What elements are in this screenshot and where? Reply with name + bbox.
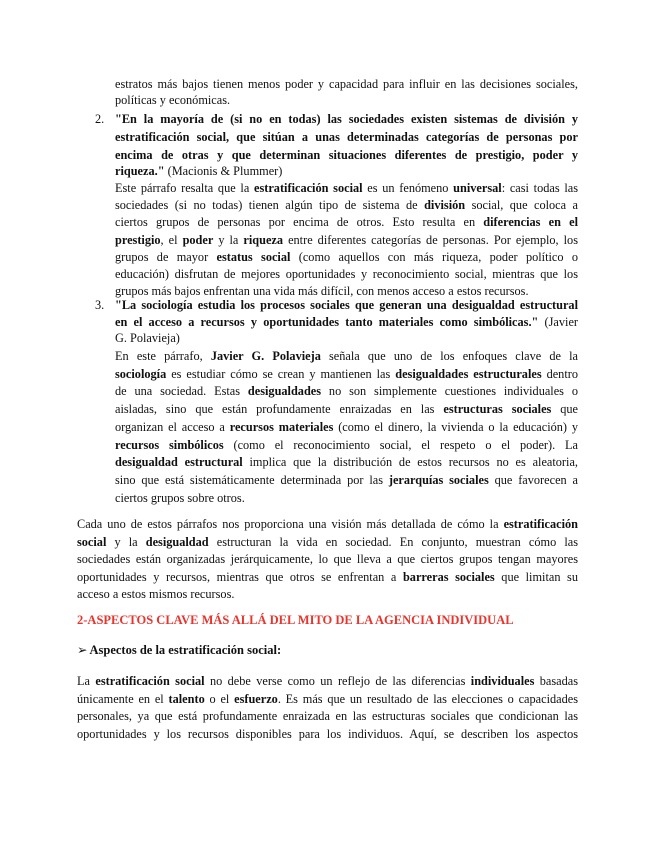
list-number: 2.	[95, 112, 105, 126]
text-run: que favorecen a	[488, 472, 578, 487]
quote-line: estratificación social, que sitúan a unas determinadas categorías de personas por	[115, 130, 578, 144]
text-run: (como aquellos con más riqueza, poder político o	[290, 249, 579, 264]
text-run: sociedades están organizadas jerárquicamente, lo que lleva a que ciertos grupos tengan mayores	[77, 552, 578, 566]
bold-term: riqueza	[243, 232, 284, 247]
text-run: de una sociedad. Estas	[115, 384, 248, 399]
bold-term: sociología	[115, 366, 167, 381]
bold-term: diferencias en el	[483, 215, 578, 230]
text-line	[115, 180, 578, 196]
text-run: acceso a estos mismos recursos.	[77, 587, 235, 601]
text-line	[115, 366, 578, 382]
text-run: que limitan su	[494, 569, 578, 584]
quote-text: en el acceso a recursos y oportunidades tanto materiales como simbólicas."	[115, 315, 539, 329]
text-line	[115, 249, 578, 265]
bold-term: estratificación social	[254, 181, 363, 195]
text-line	[115, 454, 578, 470]
text-run: (como el dinero, la vivienda o la educación) y	[333, 419, 579, 434]
text-line	[77, 691, 578, 707]
text-run: señala que uno de los enfoques clave de la	[320, 349, 579, 363]
text-run: oportunidades y los recursos disponibles para los individuos. Aquí, se describen los aspectos	[77, 726, 578, 741]
text-run: únicamente en el	[77, 691, 169, 706]
section-heading: 2-ASPECTOS CLAVE MÁS ALLÁ DEL MITO DE LA AGENCIA INDIVIDUAL	[77, 613, 514, 627]
subheading	[77, 642, 281, 658]
text-run: sino que está sistemáticamente determinada por las	[115, 472, 389, 487]
bold-term: estratificación	[503, 517, 578, 531]
text-line	[115, 197, 578, 213]
text-line	[77, 673, 578, 689]
bold-term: poder	[182, 232, 214, 247]
bold-term: talento	[168, 691, 205, 706]
bold-term: Javier G. Polavieja	[210, 349, 321, 363]
text-run: La	[77, 674, 96, 688]
quote-line-2	[115, 314, 578, 330]
bold-term: estratificación social	[95, 674, 205, 688]
text-line	[77, 569, 578, 585]
quote-author-line: G. Polavieja)	[115, 331, 180, 345]
text-run: En este párrafo,	[115, 349, 211, 363]
bold-term: barreras sociales	[402, 569, 495, 584]
text-run: y la	[213, 232, 244, 247]
text-line	[115, 437, 578, 453]
text-line: estratos más bajos tienen menos poder y capacidad para influir en las decisiones sociales,	[115, 77, 578, 91]
text-run: ciertos grupos sobre otros.	[115, 490, 245, 505]
text-run: organizan el acceso a	[115, 419, 230, 434]
quote-last-line	[115, 163, 578, 179]
text-run: oportunidades y recursos, mientras que otros se enfrentan a	[77, 569, 403, 584]
text-line	[115, 214, 578, 230]
text-line	[115, 348, 578, 364]
text-line: políticas y económicas.	[115, 93, 231, 107]
text-run: grupos de mayor	[115, 249, 217, 264]
bold-term: recursos materiales	[229, 419, 334, 434]
text-run: ciertos grupos de personas por encima de otros. Esto resulta en	[115, 215, 484, 230]
list-number: 3.	[95, 298, 105, 312]
text-run: y la	[106, 534, 146, 549]
bold-term: desigualdades	[247, 384, 322, 399]
text-line	[115, 472, 578, 488]
subheading-text: Aspectos de la estratificación social:	[89, 643, 282, 657]
text-line	[115, 232, 578, 248]
text-run: . Es más que un resultado de las elecciones o capacidades	[277, 691, 578, 706]
text-run: entre diferentes categorías de personas. Por ejemplo, los	[283, 232, 578, 247]
text-run: o el	[204, 691, 235, 706]
text-line	[115, 401, 578, 417]
bold-term: individuales	[470, 674, 535, 688]
quote-line: encima de otras y que determinan situaciones diferentes de prestigio, poder y	[115, 148, 578, 162]
text-line	[77, 586, 578, 602]
text-run: dentro	[541, 366, 578, 381]
text-run: aisladas, sino que están profundamente enraizadas en las	[115, 402, 444, 417]
text-run: Cada uno de estos párrafos nos proporciona una visión más detallada de cómo la	[77, 517, 504, 531]
bold-term: división	[424, 198, 466, 213]
quote-line: "En la mayoría de (si no en todas) las sociedades existen sistemas de división y	[115, 112, 578, 126]
text-line	[77, 516, 578, 532]
bold-term: desigualdades estructurales	[395, 366, 542, 381]
quote-author: (Javier	[538, 315, 579, 329]
bold-term: desigualdad estructural	[115, 455, 243, 470]
text-run: implica que la distribución de estos recursos no es aleatoria,	[242, 455, 578, 470]
text-run: Este párrafo resalta que la	[115, 181, 255, 195]
bold-term: estructuras sociales	[443, 402, 552, 417]
text-run: que	[551, 402, 578, 417]
text-line	[115, 383, 578, 399]
text-line	[115, 419, 578, 435]
text-run: sociedades (si no todas) tienen algún tipo de sistema de	[115, 198, 425, 213]
quote-line: "La sociología estudia los procesos sociales que generan una desigualdad estructural	[115, 298, 578, 312]
text-run: , el	[160, 232, 183, 247]
text-line	[77, 726, 578, 742]
text-run: no debe verse como un reflejo de las diferencias	[204, 674, 471, 688]
text-line	[77, 708, 578, 724]
text-run: es un fenómeno	[362, 181, 454, 195]
bold-term: esfuerzo	[234, 691, 278, 706]
bold-term: desigualdad	[145, 534, 209, 549]
bold-term: recursos simbólicos	[115, 437, 224, 452]
text-run: estructuran la vida en sociedad. En conjunto, muestran cómo las	[208, 534, 578, 549]
bold-term: universal	[453, 181, 502, 195]
text-line	[77, 534, 578, 550]
text-run: personales, ya que está profundamente enraizada en las estructuras sociales que condicionan las	[77, 709, 578, 723]
text-run: educación) disfrutan de mejores oportunidades y reconocimiento social, mientras que los	[115, 267, 578, 281]
text-line	[115, 266, 578, 282]
text-line	[77, 551, 578, 567]
text-run: es estudiar cómo se crean y mantienen las	[166, 366, 396, 381]
quote-author: (Macionis & Plummer)	[164, 164, 283, 178]
text-run: social, que coloca a	[465, 198, 578, 213]
text-run: (como el reconocimiento social, el respeto o el poder). La	[223, 437, 578, 452]
bold-term: estatus social	[216, 249, 291, 264]
bold-term: jerarquías sociales	[388, 472, 489, 487]
arrow-bullet-icon: ➢	[77, 643, 88, 657]
bold-term: social	[77, 534, 107, 549]
quote-text: riqueza."	[115, 164, 165, 178]
bold-term: prestigio	[115, 232, 161, 247]
text-run: grupos más bajos enfrentan una vida más difícil, con menos acceso a estos recursos.	[115, 284, 529, 299]
text-run: no son simplemente cuestiones individuales o	[321, 384, 578, 399]
text-run: basadas	[534, 674, 578, 688]
text-line	[115, 490, 578, 506]
text-run: : casi todas las	[501, 181, 579, 195]
